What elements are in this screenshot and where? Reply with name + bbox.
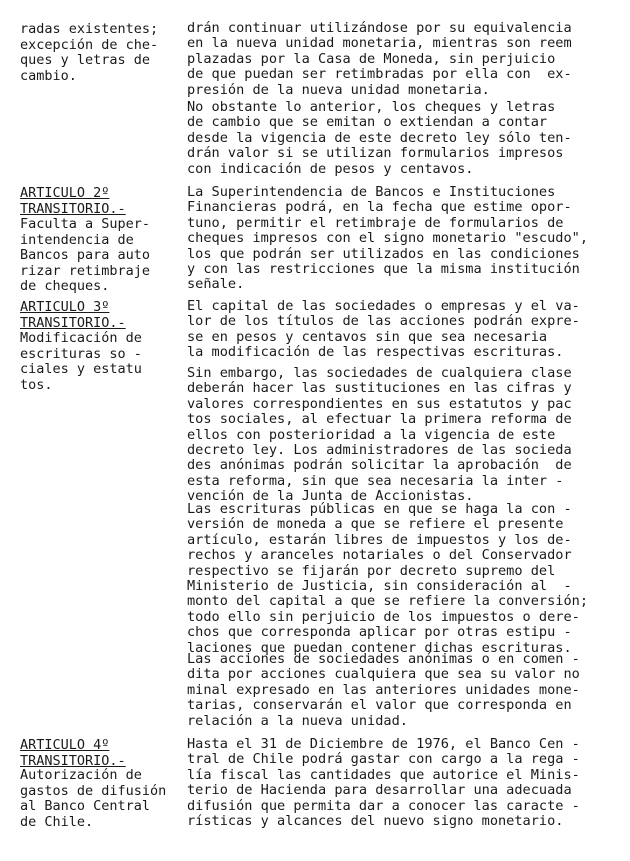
text-line: respectivo se fijarán por decreto supremo del — [187, 563, 556, 579]
article-4-number: ARTICULO 4º — [20, 738, 110, 753]
text-line: al Banco Central — [20, 799, 151, 815]
text-line: intendencia de — [20, 232, 134, 248]
text-line: tuno, permitir el retimbraje de formularios de — [187, 215, 564, 231]
text-line: de cheques. — [20, 279, 110, 295]
text-line: El capital de las sociedades o empresas y el va- — [187, 299, 580, 314]
text-line: Hasta el 31 de Diciembre de 1976, el Banco Cen - — [187, 737, 580, 752]
text-line: excepción de che- — [20, 37, 159, 53]
text-line: decreto ley. Los administradores de las socieda — [187, 443, 572, 459]
article-3-number: ARTICULO 3º — [20, 300, 110, 315]
text-line: gastos de difusión — [20, 783, 167, 799]
text-line: No obstante lo anterior, los cheques y letras — [187, 100, 556, 115]
text-line: ellos con posterioridad a la vigencia de este — [187, 427, 556, 443]
article-3-paragraph-2 — [187, 366, 623, 505]
article-3-label: TRANSITORIO.- — [20, 315, 126, 331]
text-line: Las escrituras públicas en que se haga la con - — [187, 502, 572, 517]
article-3-paragraph-1 — [187, 299, 623, 361]
text-line: de que puedan ser retimbradas por ella con ex- — [187, 67, 572, 83]
text-line: tarias, conservarán el valor que corresponda en — [187, 698, 572, 714]
article-2-body — [187, 185, 623, 293]
text-line: y con las restricciones que la misma institución — [187, 262, 580, 278]
text-line: lor de los títulos de las acciones podrán expre- — [187, 314, 580, 330]
text-line: Ministerio de Justicia, sin consideración al - — [187, 579, 572, 595]
article-2-number: ARTICULO 2º — [20, 186, 110, 201]
text-line: La Superintendencia de Bancos e Instituciones — [187, 185, 556, 200]
text-line: señale. — [187, 277, 245, 293]
text-line: versión de moneda a que se refiere el presente — [187, 517, 564, 533]
article-3-heading — [20, 300, 188, 331]
text-line: Modificación de — [20, 331, 142, 346]
text-line: relación a la nueva unidad. — [187, 713, 408, 729]
text-line: se en pesos y centavos sin que sea necesaria — [187, 329, 548, 345]
text-line: tral de Chile podrá gastar con cargo a la rega - — [187, 752, 580, 768]
text-line: artículo, estarán libres de impuestos y los de- — [187, 532, 572, 548]
text-line: monto del capital a que se refiere la conversión; — [187, 594, 589, 610]
text-line: Financieras podrá, en la fecha que estime opor- — [187, 200, 572, 216]
article-4-label: TRANSITORIO.- — [20, 753, 126, 769]
text-line: ques y letras de — [20, 53, 151, 69]
article-4-subtitle — [20, 768, 188, 830]
text-line: Bancos para auto — [20, 248, 151, 264]
article-4-heading — [20, 738, 188, 769]
text-line: dita por acciones cualquiera que sea su valor no — [187, 667, 580, 683]
text-line: tos. — [20, 377, 53, 393]
text-line: rísticas y alcances del nuevo signo monetario. — [187, 814, 564, 830]
text-line: Autorización de — [20, 768, 142, 783]
text-line: escrituras so - — [20, 346, 142, 362]
text-line: con indicación de pesos y centavos. — [187, 161, 474, 177]
text-line: cambio. — [20, 68, 77, 84]
top-right-paragraph-2 — [187, 100, 623, 177]
text-line: esta reforma, sin que sea necesaria la inter - — [187, 473, 564, 489]
text-line: terio de Hacienda para desarrollar una adecuada — [187, 783, 572, 799]
text-line: laciones que puedan contener dichas escrituras. — [187, 640, 572, 656]
text-line: minal expresado en las anteriores unidades mone- — [187, 682, 580, 698]
article-2-label: TRANSITORIO.- — [20, 201, 126, 217]
article-2-heading — [20, 186, 188, 217]
text-line: des anónimas podrán solicitar la aprobación de — [187, 458, 572, 474]
article-2-subtitle — [20, 217, 188, 295]
text-line: lía fiscal las cantidades que autorice el Minis- — [187, 767, 580, 783]
text-line: de cambio que se emitan o extiendan a contar — [187, 115, 548, 131]
text-line: difusión que permita dar a conocer las caracte - — [187, 798, 580, 814]
text-line: deberán hacer las sustituciones en las cifras y — [187, 381, 572, 397]
article-3-paragraph-3 — [187, 502, 623, 656]
top-right-paragraph-1 — [187, 21, 623, 98]
text-line: Las acciones de sociedades anónimas o en comen - — [187, 652, 580, 667]
text-line: drán valor si se utilizan formularios impresos — [187, 146, 564, 162]
article-3-subtitle — [20, 331, 188, 393]
text-line: en la nueva unidad monetaria, mientras son reem — [187, 36, 572, 52]
text-line: Faculta a Super- — [20, 217, 151, 232]
text-line: Sin embargo, las sociedades de cualquiera clase — [187, 366, 572, 381]
text-line: valores correspondientes en sus estatutos y pac — [187, 396, 572, 412]
text-line: tos sociales, al efectuar la primera reforma de — [187, 412, 572, 428]
text-line: los que podrán ser utilizados en las condiciones — [187, 246, 580, 262]
text-line: de Chile. — [20, 814, 94, 830]
article-3-paragraph-4 — [187, 652, 623, 729]
top-left-fragment — [20, 22, 188, 84]
text-line: plazadas por la Casa de Moneda, sin perjuicio — [187, 51, 556, 67]
text-line: cheques impresos con el signo monetario "escudo", — [187, 231, 589, 247]
article-4-body — [187, 737, 623, 829]
text-line: la modificación de las respectivas escrituras. — [187, 345, 564, 361]
text-line: ciales y estatu — [20, 362, 142, 378]
text-line: radas existentes; — [20, 22, 159, 37]
text-line: vención de la Junta de Accionistas. — [187, 489, 474, 505]
text-line: todo ello sin perjuicio de los impuestos o dere- — [187, 609, 580, 625]
text-line: rechos y aranceles notariales o del Conservador — [187, 548, 572, 564]
text-line: chos que corresponda aplicar por otras estipu - — [187, 625, 572, 641]
text-line: desde la vigencia de este decreto ley sólo ten- — [187, 130, 572, 146]
text-line: drán continuar utilizándose por su equivalencia — [187, 21, 572, 36]
text-line: presión de la nueva unidad monetaria. — [187, 82, 490, 98]
text-line: rizar retimbraje — [20, 263, 151, 279]
